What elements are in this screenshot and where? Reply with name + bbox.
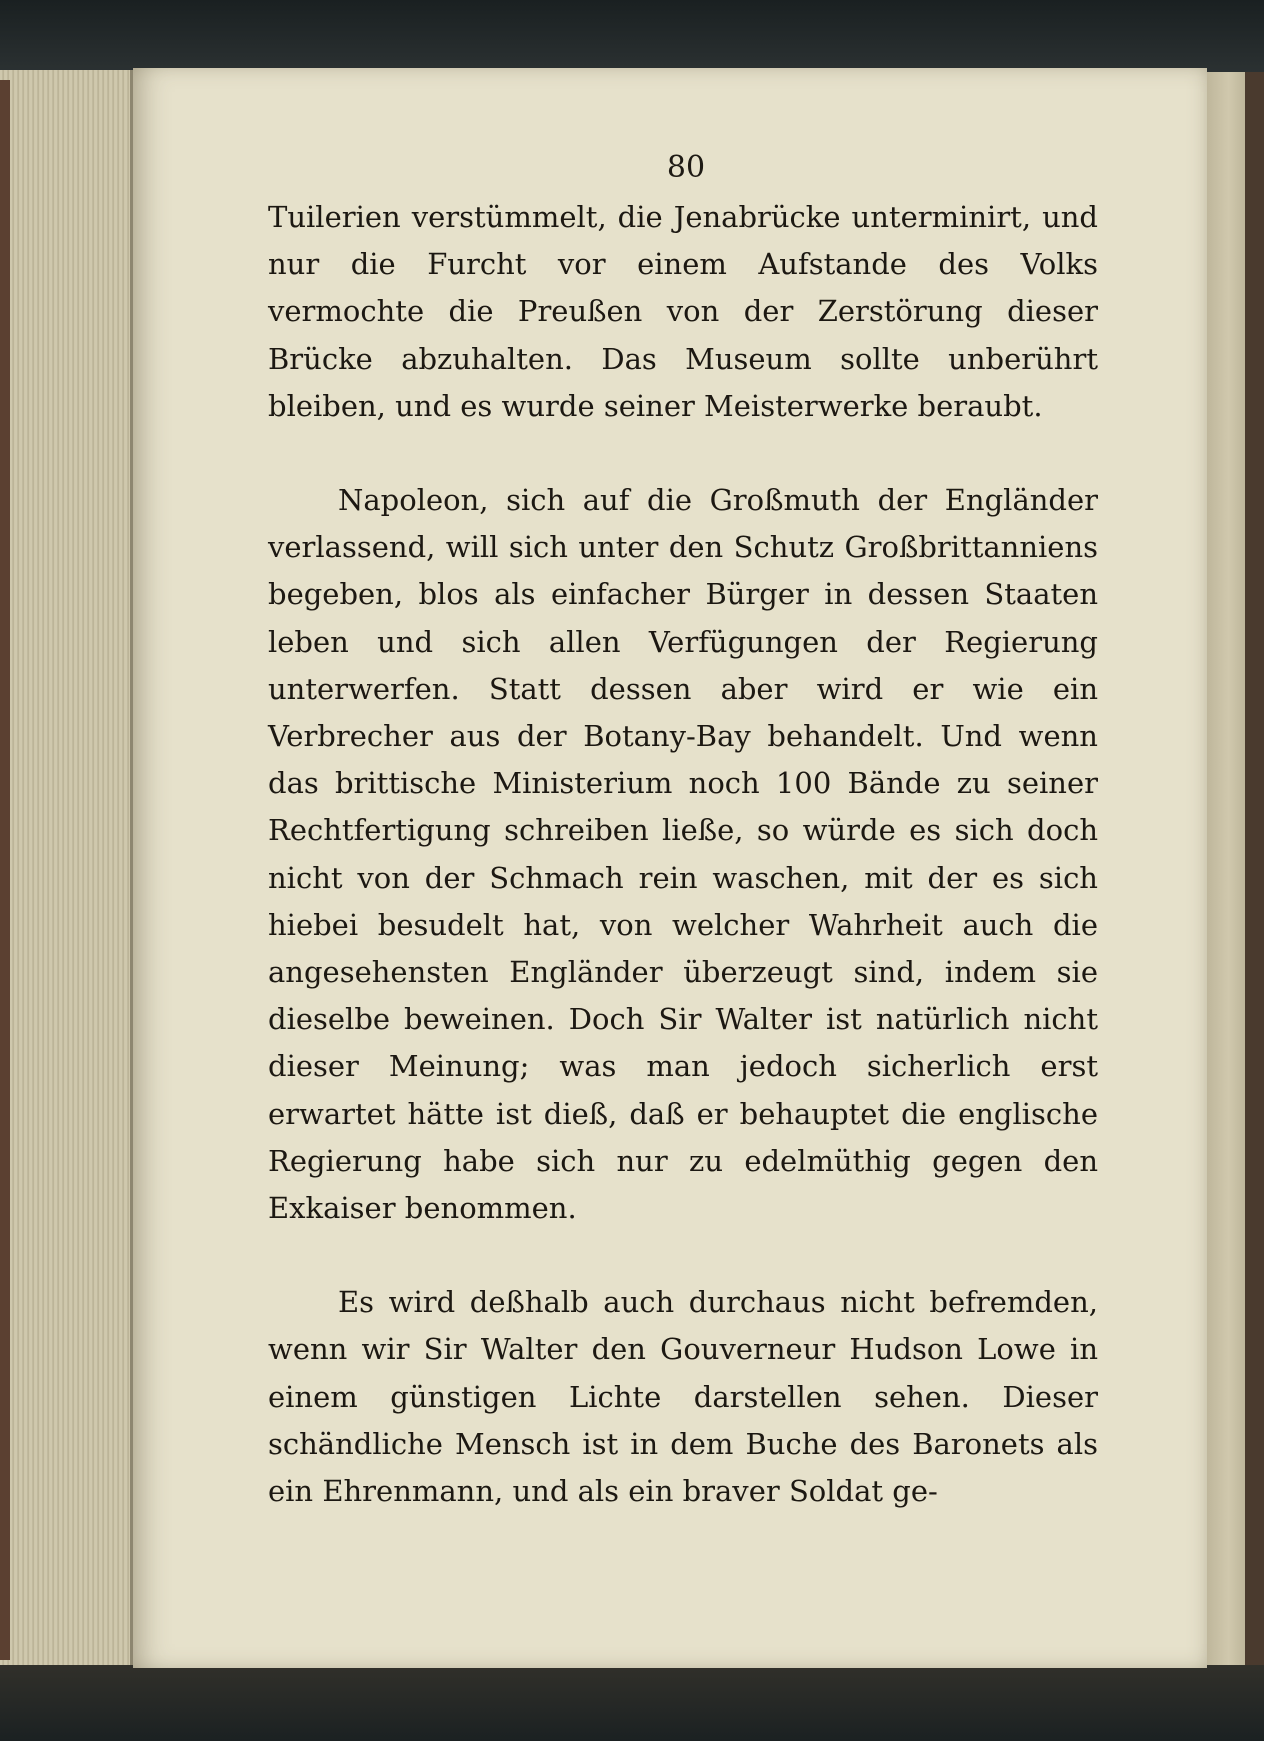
paragraph-hudson-lowe: Es wird deßhalb auch durchaus nicht befremden, wenn wir Sir Walter den Gouverneur Hudson Lowe in einem günstigen Lichte darstellen sehen. Dieser schändliche Mensch ist in dem Buche des Baronets als ein Ehrenmann, und als ein braver Soldat ge- [268, 1285, 1098, 1509]
bottom-margin-shadow [0, 1665, 1264, 1741]
left-cover-board [0, 80, 10, 1660]
paragraph-gap [268, 430, 1098, 477]
book-fore-edge [0, 70, 133, 1670]
book-page [133, 68, 1207, 1668]
paragraph-gap [268, 1232, 1098, 1279]
paragraph-napoleon: Napoleon, sich auf die Großmuth der Engländer verlassend, will sich unter den Schutz Großbrittanniens begeben, blos als einfacher Bürger in dessen Staaten leben und sich allen Verfügungen der Regierung unterwerfen. Statt dessen aber wird er wie ein Verbrecher aus der Botany-Bay behandelt. Und wenn das brittische Ministerium noch 100 Bände zu seiner Rechtfertigung schreiben ließe, so würde es sich doch nicht von der Schmach rein waschen, mit der es sich hiebei besudelt hat, von welcher Wahrheit auch die angesehensten Engländer überzeugt sind, indem sie dieselbe beweinen. Doch Sir Walter ist natürlich nicht dieser Meinung; was man jedoch sicherlich erst erwartet hätte ist dieß, daß er behauptet die englische Regierung habe sich nur zu edelmüthig gegen den Exkaiser benommen. [268, 483, 1098, 1226]
paragraph-continued: Tuilerien verstümmelt, die Jenabrücke unterminirt, und nur die Furcht vor einem Aufstande des Volks vermochte die Preußen von der Zerstörung dieser Brücke abzuhalten. Das Museum sollte unberührt bleiben, und es wurde seiner Meisterwerke beraubt. [268, 200, 1098, 423]
right-cover-board [1245, 72, 1264, 1672]
page-number: 80 [666, 150, 706, 185]
top-margin-shadow [0, 0, 1264, 72]
page-text [268, 194, 1098, 1515]
